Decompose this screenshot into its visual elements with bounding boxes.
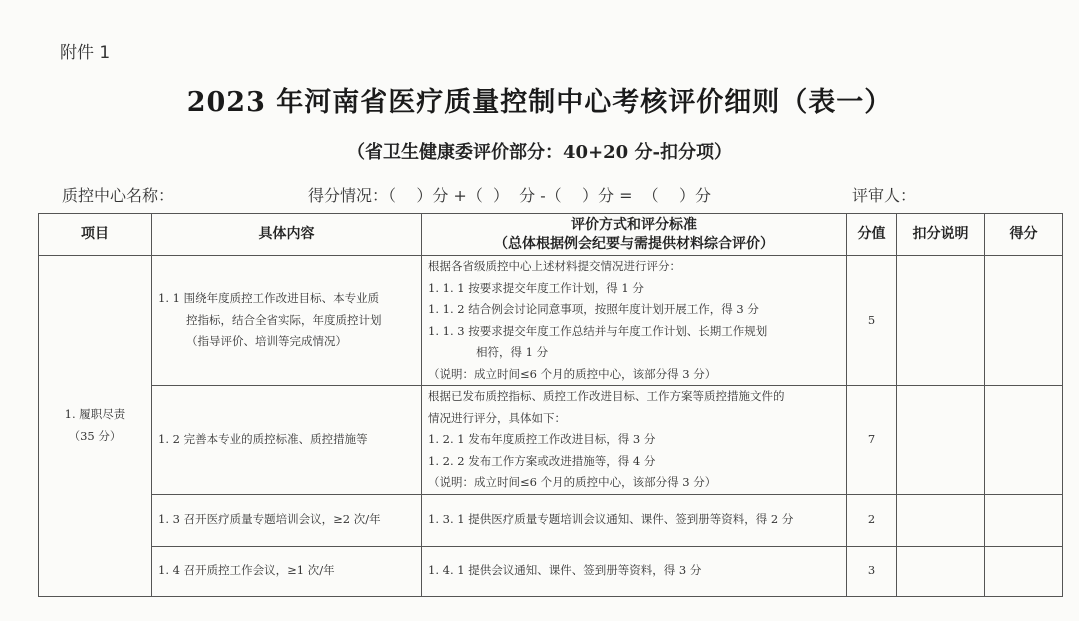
criteria-line: 1. 3. 1 提供医疗质量专题培训会议通知、课件、签到册等资料，得 2 分 [428,512,794,527]
score-cell: 2 [847,494,897,546]
reviewer-label: 评审人： [852,186,917,205]
document-subtitle: （省卫生健康委评价部分：40+20 分-扣分项） [347,142,732,163]
deduction-cell[interactable] [897,256,985,386]
criteria-line: 1. 1. 1 按要求提交年度工作计划，得 1 分 [428,280,644,295]
criteria-cell [422,546,847,596]
criteria-line: 根据各省级质控中心上述材料提交情况进行评分： [428,259,681,273]
score-cell: 3 [847,546,897,596]
deduction-cell[interactable] [897,386,985,495]
criteria-line: 情况进行评分，具体如下： [428,410,566,425]
header-item: 项目 [39,214,152,256]
document-title: 2023 年河南省医疗质量控制中心考核评价细则（表一） [186,87,893,118]
content-line: 1. 4 召开质控工作会议，≥1 次/年 [158,563,335,578]
score-status-line: 得分情况：（ ）分 +（ ） 分 -（ ）分 = （ ）分 [308,186,712,205]
evaluation-table [38,213,1063,597]
criteria-line: 根据已发布质控指标、质控工作改进目标、工作方案等质控措施文件的 [428,389,785,403]
header-criteria-line1: 评价方式和评分标准 [571,216,697,233]
deduction-cell[interactable] [897,494,985,546]
category-name: 1. 履职尽责 [64,407,126,422]
table-row [39,256,1063,386]
content-line: 1. 1 围绕年度质控工作改进目标、本专业质 [158,291,380,306]
header-deduction: 扣分说明 [897,214,985,256]
criteria-cell [422,256,847,386]
criteria-line: 1. 1. 2 结合例会讨论同意事项，按照年度计划开展工作，得 3 分 [428,302,759,316]
table-row [39,546,1063,596]
result-cell[interactable] [985,494,1063,546]
category-points: （35 分） [68,428,122,443]
result-cell[interactable] [985,256,1063,386]
category-cell [39,256,152,597]
criteria-cell [422,386,847,495]
criteria-line: 1. 4. 1 提供会议通知、课件、签到册等资料，得 3 分 [428,563,702,578]
deduction-cell[interactable] [897,546,985,596]
header-content: 具体内容 [152,214,422,256]
header-criteria-line2: （总体根据例会纪要与需提供材料综合评价） [494,235,774,252]
content-cell [152,256,422,386]
content-line: 1. 2 完善本专业的质控标准、质控措施等 [158,432,368,446]
table-row [39,386,1063,495]
header-criteria [422,214,847,256]
criteria-line: （说明：成立时间≤6 个月的质控中心，该部分得 3 分） [428,366,717,381]
score-cell: 7 [847,386,897,495]
content-cell [152,386,422,495]
score-cell: 5 [847,256,897,386]
center-name-label: 质控中心名称： [62,186,175,205]
content-line: （指导评价、培训等完成情况） [186,334,347,349]
criteria-cell [422,494,847,546]
criteria-line: 1. 1. 3 按要求提交年度工作总结并与年度工作计划、长期工作规划 [428,323,768,338]
content-cell [152,494,422,546]
header-result: 得分 [985,214,1063,256]
table-row [39,494,1063,546]
criteria-line: 相符，得 1 分 [476,345,549,359]
result-cell[interactable] [985,546,1063,596]
content-line: 控指标，结合全省实际，年度质控计划 [186,312,382,327]
header-score: 分值 [847,214,897,256]
criteria-line: 1. 2. 1 发布年度质控工作改进目标，得 3 分 [428,432,656,446]
attachment-label: 附件 1 [60,43,111,63]
criteria-line: 1. 2. 2 发布工作方案或改进措施等，得 4 分 [428,453,656,468]
content-line: 1. 3 召开医疗质量专题培训会议，≥2 次/年 [158,512,381,527]
content-cell [152,546,422,596]
result-cell[interactable] [985,386,1063,495]
criteria-line: （说明：成立时间≤6 个月的质控中心，该部分得 3 分） [428,475,717,489]
